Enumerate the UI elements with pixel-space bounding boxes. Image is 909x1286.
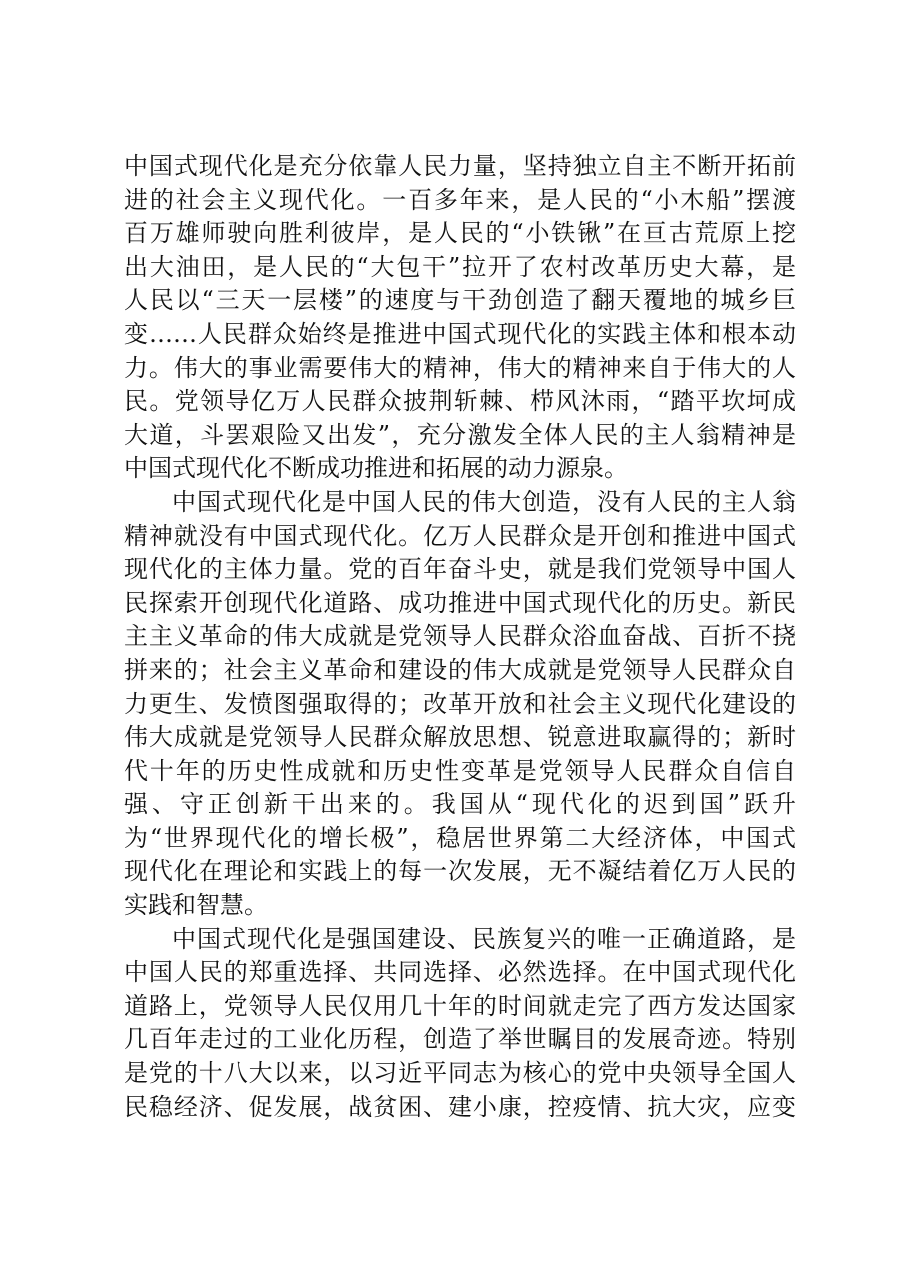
text-line: 人民以“三天一层楼”的速度与干劲创造了翻天覆地的城乡巨 [124, 286, 796, 315]
text-line: 百万雄师驶向胜利彼岸，是人民的“小铁锹”在亘古荒原上挖 [124, 219, 796, 248]
text-line: 强、守正创新干出来的。我国从“现代化的迟到国”跃升 [124, 790, 796, 819]
text-line: 拼来的；社会主义革命和建设的伟大成就是党领导人民群众自 [124, 655, 796, 684]
paragraph-1 [124, 150, 796, 486]
text-line: 代十年的历史性成就和历史性变革是党领导人民群众自信自 [124, 756, 796, 785]
text-line: 为“世界现代化的增长极”，稳居世界第二大经济体，中国式 [124, 823, 796, 852]
text-line: 现代化在理论和实践上的每一次发展，无不凝结着亿万人民的 [124, 857, 796, 886]
text-line: 中国人民的郑重选择、共同选择、必然选择。在中国式现代化 [124, 958, 796, 987]
text-line: 中国式现代化是中国人民的伟大创造，没有人民的主人翁 [172, 487, 796, 516]
text-line: 主主义革命的伟大成就是党领导人民群众浴血奋战、百折不挠 [124, 622, 796, 651]
text-line: 伟大成就是党领导人民群众解放思想、锐意进取赢得的；新时 [124, 723, 796, 752]
text-line: 几百年走过的工业化历程，创造了举世瞩目的发展奇迹。特别 [124, 1025, 796, 1054]
text-line: 变……人民群众始终是推进中国式现代化的实践主体和根本动 [124, 319, 796, 348]
text-line: 进的社会主义现代化。一百多年来，是人民的“小木船”摆渡 [124, 185, 796, 214]
text-line: 力。伟大的事业需要伟大的精神，伟大的精神来自于伟大的人 [124, 353, 796, 382]
text-line: 民稳经济、促发展，战贫困、建小康，控疫情、抗大灾，应变 [124, 1092, 796, 1121]
text-line: 力更生、发愤图强取得的；改革开放和社会主义现代化建设的 [124, 689, 796, 718]
text-line: 大道，斗罢艰险又出发”，充分激发全体人民的主人翁精神是 [124, 420, 796, 449]
text-line: 是党的十八大以来，以习近平同志为核心的党中央领导全国人 [124, 1059, 796, 1088]
paragraph-3 [124, 923, 796, 1125]
text-line: 民。党领导亿万人民群众披荆斩棘、栉风沐雨，“踏平坎坷成 [124, 387, 796, 416]
text-line: 道路上，党领导人民仅用几十年的时间就走完了西方发达国家 [124, 991, 796, 1020]
text-line: 中国式现代化不断成功推进和拓展的动力源泉。 [124, 454, 628, 483]
text-line: 中国式现代化是充分依靠人民力量，坚持独立自主不断开拓前 [124, 152, 796, 180]
paragraph-2 [124, 486, 796, 923]
document-body [124, 150, 796, 1124]
text-line: 实践和智慧。 [124, 891, 268, 920]
text-line: 民探索开创现代化道路、成功推进中国式现代化的历史。新民 [124, 588, 796, 617]
text-line: 中国式现代化是强国建设、民族复兴的唯一正确道路，是 [172, 924, 796, 953]
text-line: 精神就没有中国式现代化。亿万人民群众是开创和推进中国式 [124, 521, 796, 550]
text-line: 出大油田，是人民的“大包干”拉开了农村改革历史大幕，是 [124, 252, 796, 281]
text-line: 现代化的主体力量。党的百年奋斗史，就是我们党领导中国人 [124, 555, 796, 584]
